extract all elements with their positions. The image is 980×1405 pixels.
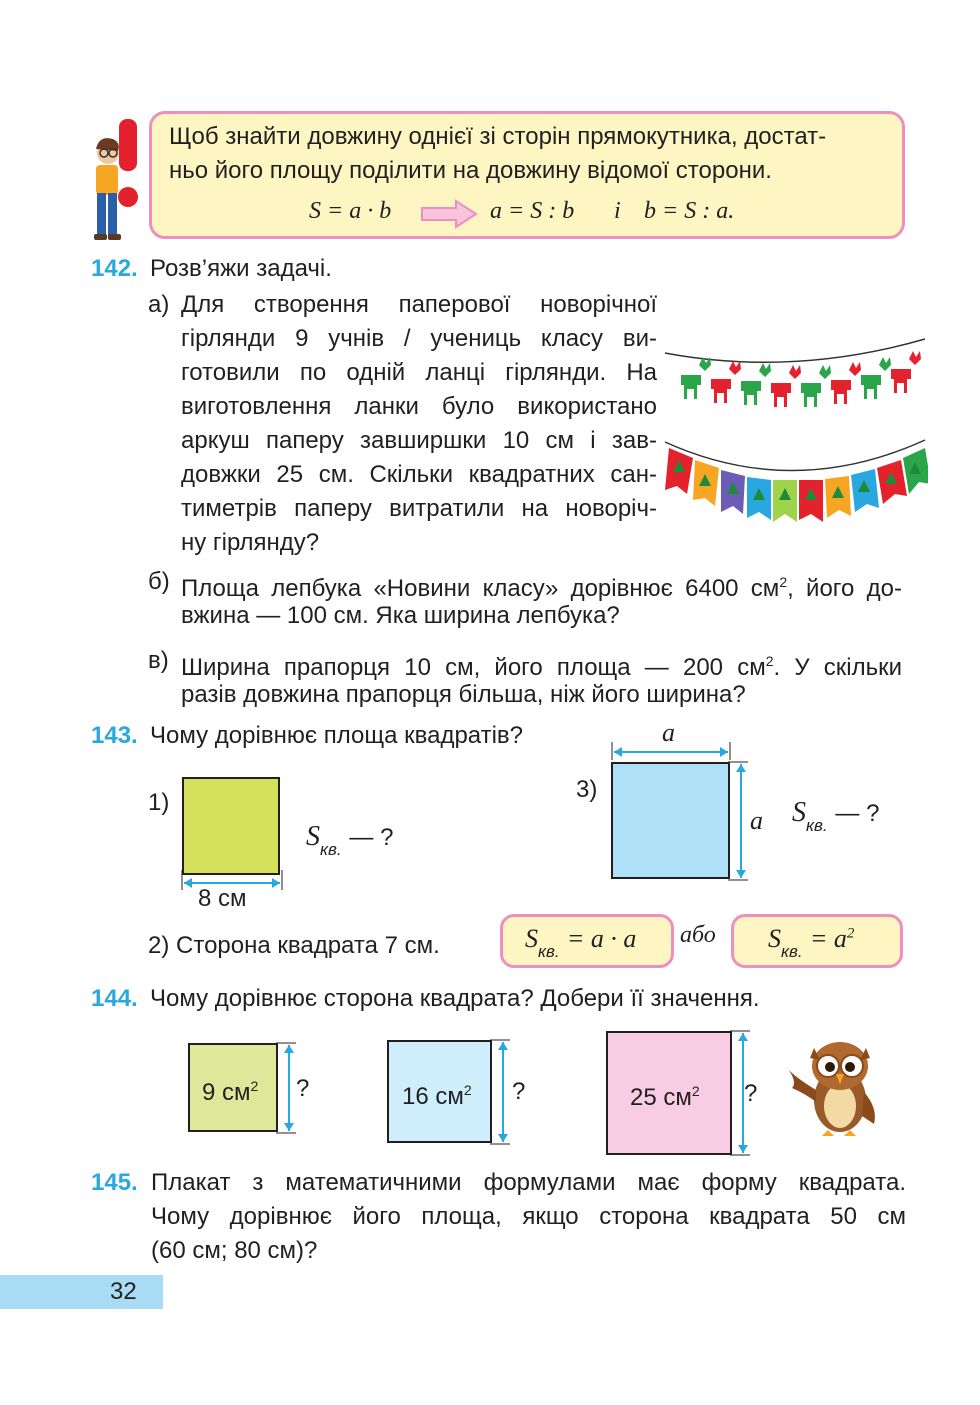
task-142a-line: аркуш паперу завширшки 10 см і зав- <box>181 427 657 454</box>
right-side-label: a <box>750 806 763 835</box>
task-145-number: 145. <box>91 1169 138 1196</box>
rule-box <box>149 111 905 239</box>
task-142-title: Розв’яжи задачі. <box>150 255 332 282</box>
task-142a-line: Для створення паперової новорічної <box>181 291 657 318</box>
item1-side-label: 8 см <box>198 885 247 912</box>
superscript: 2 <box>779 574 788 590</box>
task-143-item3-label: 3) <box>576 776 598 803</box>
s-subscript: кв. <box>320 840 342 859</box>
task-142a-line: виготовлення ланки було використано <box>181 393 657 420</box>
formula-power <box>768 923 855 961</box>
side-arrow-icon <box>490 1038 512 1146</box>
s-letter: S <box>306 821 320 852</box>
area-text: 9 см <box>202 1079 251 1106</box>
task-142b-text: , його до- <box>787 575 902 602</box>
page-number-bar <box>0 1275 163 1309</box>
s-subscript: кв. <box>538 942 560 961</box>
task-142b-text: Площа лепбука «Новини класу» дорівнює 6400 см <box>181 575 780 602</box>
or-word: або <box>680 922 716 948</box>
task-144-title: Чому дорівнює сторона квадрата? Добери її значення. <box>150 985 760 1012</box>
task-142c-text: Ширина прапорця 10 см, його площа — 200 см <box>181 654 766 681</box>
formula-and: і <box>614 198 621 224</box>
boy-illustration <box>85 115 145 245</box>
task-142b-line-2: вжина — 100 см. Яка ширина лепбука? <box>181 602 620 629</box>
superscript: 2 <box>846 925 855 942</box>
area-text: 25 см <box>630 1084 692 1111</box>
square-16-question: ? <box>512 1078 526 1105</box>
reindeer-garland-illustration <box>663 335 928 430</box>
rule-text-line-2: ньо його площу поділити на довжину відомої сторони. <box>169 157 772 184</box>
task-143-title: Чому дорівнює площа квадратів? <box>150 722 524 749</box>
superscript: 2 <box>463 1082 472 1098</box>
task-142a-line: тиметрів паперу витратили на новоріч- <box>181 495 657 522</box>
task-142b-label: б) <box>148 568 170 595</box>
s-subscript: кв. <box>781 942 803 961</box>
task-144-number: 144. <box>91 985 138 1012</box>
blue-square <box>611 762 730 879</box>
square-25-area <box>630 1074 700 1115</box>
item3-question <box>792 796 880 835</box>
s-letter: S <box>792 797 806 828</box>
task-143-item2: 2) Сторона квадрата 7 см. <box>148 932 440 959</box>
formula-area: S = a · b <box>309 198 392 224</box>
task-142a-line: готовили по одній ланці гірлянди. На <box>181 359 657 386</box>
superscript: 2 <box>691 1083 700 1099</box>
s-subscript: кв. <box>806 816 828 835</box>
green-square <box>182 777 280 875</box>
owl-illustration <box>782 1036 882 1136</box>
square-25-question: ? <box>744 1080 758 1107</box>
question-mark: — ? <box>349 824 394 851</box>
s-letter: S <box>768 924 781 953</box>
side-arrow-icon <box>276 1041 298 1135</box>
item1-question <box>306 820 394 859</box>
area-text: 16 см <box>402 1083 464 1110</box>
rule-text-line-1: Щоб знайти довжину однієї зі сторін прямокутника, достат- <box>169 123 827 150</box>
page-number: 32 <box>110 1278 137 1305</box>
task-142c-label: в) <box>148 647 169 674</box>
formula-product <box>525 923 637 961</box>
formula-box-product <box>500 914 674 968</box>
task-142a-line: гірлянди 9 учнів / учениць класу ви- <box>181 325 657 352</box>
right-dimension-arrow-icon <box>728 760 750 882</box>
question-mark: — ? <box>835 800 880 827</box>
task-143-item1-label: 1) <box>148 789 170 816</box>
task-142a-line: довжки 25 см. Скільки квадратних сан- <box>181 461 657 488</box>
flag-garland-illustration <box>663 438 928 533</box>
task-142c-text: . У скільки <box>773 654 903 681</box>
formula-box-power <box>731 914 903 968</box>
task-142a-label: а) <box>148 291 170 318</box>
task-145-line-1: Плакат з математичними формулами має форму квадрата. <box>151 1169 906 1196</box>
square-16-area <box>402 1073 472 1114</box>
task-143-number: 143. <box>91 722 138 749</box>
task-145-line-3: (60 см; 80 см)? <box>151 1237 318 1264</box>
task-145-line-2: Чому дорівнює його площа, якщо сторона квадрата 50 см <box>151 1203 906 1230</box>
superscript: 2 <box>765 653 774 669</box>
arrow-right-icon <box>420 199 478 229</box>
superscript: 2 <box>250 1078 259 1094</box>
task-142a-line: ну гірлянду? <box>181 529 320 556</box>
s-letter: S <box>525 924 538 953</box>
formula-side-b: b = S : a. <box>644 198 735 224</box>
square-9-question: ? <box>296 1075 310 1102</box>
formula-side-a: a = S : b <box>490 198 575 224</box>
task-142a-text <box>181 288 657 560</box>
task-142c-line-2: разів довжина прапорця більша, ніж його ширина? <box>181 681 746 708</box>
top-side-label: a <box>662 718 675 747</box>
formula-rhs: = a · a <box>566 924 637 953</box>
square-9-area <box>202 1069 258 1110</box>
formula-rhs: = a <box>809 924 847 953</box>
task-142-number: 142. <box>91 255 138 282</box>
